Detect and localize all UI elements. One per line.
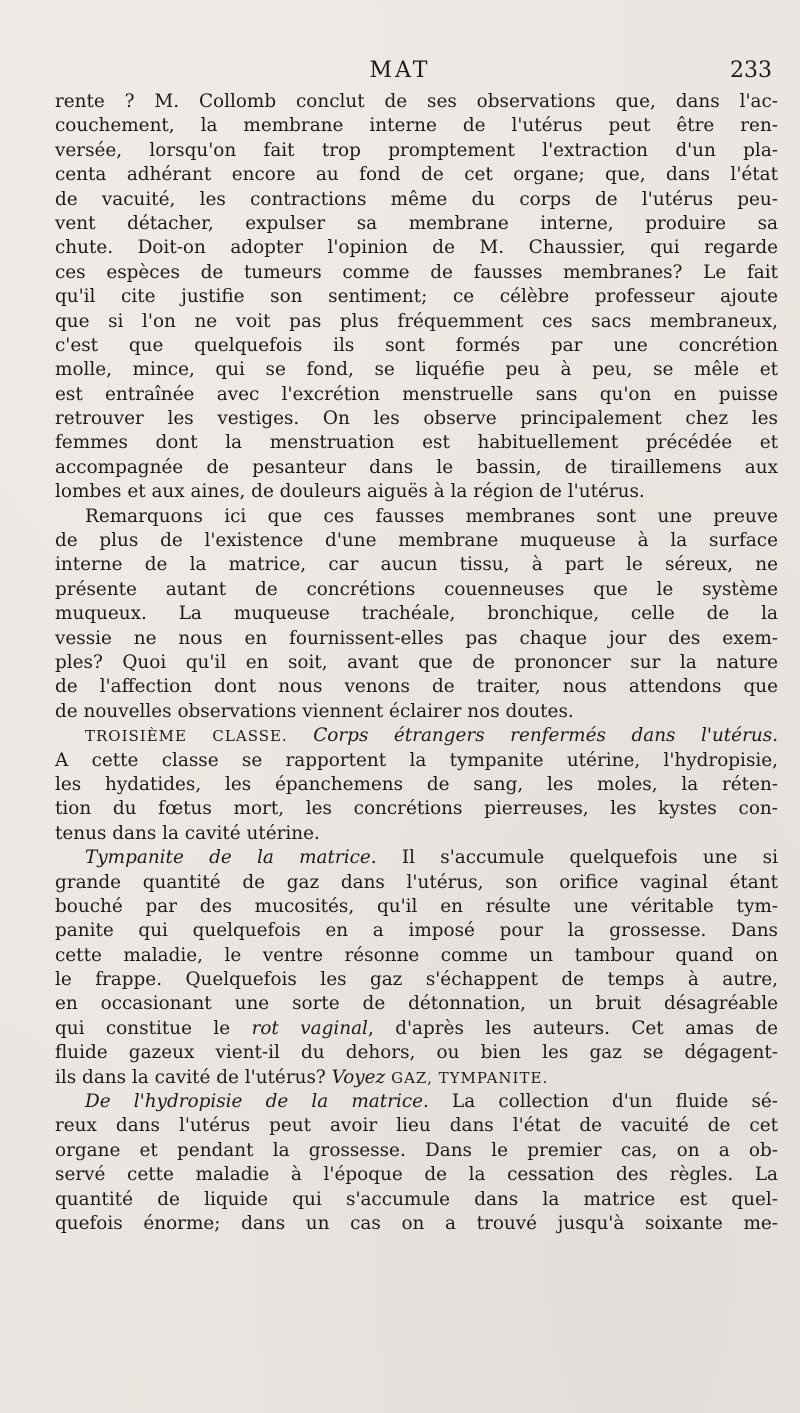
text-run: La collection d'un fluide sé- — [428, 1091, 778, 1113]
text-line — [55, 1066, 778, 1090]
text-run: qui constitue le — [55, 1017, 252, 1039]
text-line: que si l'on ne voit pas plus fréquemment ces sacs membraneux, — [55, 310, 778, 332]
text-line: reux dans l'utérus peut avoir lieu dans l'état de vacuité de cet — [55, 1115, 778, 1137]
text-line: interne de la matrice, car aucun tissu, à part le séreux, ne — [55, 554, 778, 576]
text-line: qu'il cite justifie son sentiment; ce célèbre professeur ajoute — [55, 286, 778, 308]
text-line: bouché par des mucosités, qu'il en résulte une véritable tym- — [55, 895, 778, 917]
text-line: lombes et aux aines, de douleurs aiguës à la région de l'utérus. — [55, 481, 645, 503]
text-line: servé cette maladie à l'époque de la cessation des règles. La — [55, 1164, 778, 1186]
text-line: couchement, la membrane interne de l'utérus peut être ren- — [55, 115, 778, 137]
text-line: rente ? M. Collomb conclut de ses observations que, dans l'ac- — [55, 91, 778, 112]
subsection-title: Tympanite de la matrice. — [85, 847, 377, 869]
text-line: quantité de liquide qui s'accumule dans la matrice est quel- — [55, 1188, 778, 1210]
text-line: de plus de l'existence d'une membrane muqueuse à la surface — [55, 530, 778, 552]
text-line: cette maladie, le ventre résonne comme un tambour quand on — [55, 944, 778, 966]
italic-term: rot vaginal — [251, 1017, 368, 1039]
text-line: tenus dans la cavité utérine. — [55, 822, 320, 844]
text-line: fluide gazeux vient-il du dehors, ou bien les gaz se dégagent- — [55, 1042, 778, 1064]
text-line: molle, mince, qui se fond, se liquéfie peu à peu, se mêle et — [55, 359, 778, 381]
text-run: ils dans la cavité de l'utérus? — [55, 1066, 332, 1088]
text-line — [55, 1017, 778, 1041]
text-line: le frappe. Quelquefois les gaz s'échappent de temps à autre, — [55, 969, 778, 991]
text-line: A cette classe se rapportent la tympanite utérine, l'hydropisie, — [55, 749, 778, 771]
text-line: présente autant de concrétions couenneuses que le système — [55, 578, 778, 600]
section-title: Corps étrangers renfermés dans l'utérus. — [313, 725, 778, 747]
text-line: est entraînée avec l'excrétion menstruelle sans qu'on en puisse — [55, 383, 778, 405]
cross-reference-terms: GAZ, TYMPANITE. — [391, 1068, 549, 1087]
section-heading — [55, 724, 778, 748]
text-line: vessie ne nous en fournissent-elles pas chaque jour des exem- — [55, 627, 778, 649]
text-line: panite qui quelquefois en a imposé pour la grossesse. Dans — [55, 920, 778, 942]
text-line: de l'affection dont nous venons de traiter, nous attendons que — [55, 676, 778, 698]
text-line: organe et pendant la grossesse. Dans le premier cas, on a ob- — [55, 1139, 778, 1161]
text-run: , d'après les auteurs. Cet amas de — [367, 1017, 778, 1039]
page-number: 233 — [730, 58, 772, 83]
page-header — [0, 58, 800, 88]
text-line: les hydatides, les épanchemens de sang, les moles, la réten- — [55, 773, 778, 795]
text-line: chute. Doit-on adopter l'opinion de M. Chaussier, qui regarde — [55, 237, 778, 259]
text-line: c'est que quelquefois ils sont formés par une concrétion — [55, 334, 778, 356]
text-run: Il s'accumule quelquefois une si — [376, 847, 778, 869]
text-line: ces espèces de tumeurs comme de fausses membranes? Le fait — [55, 261, 778, 283]
cross-reference-label: Voyez — [331, 1066, 386, 1088]
text-line — [55, 1090, 778, 1114]
text-line — [55, 846, 778, 870]
text-line: versée, lorsqu'on fait trop promptement l'extraction d'un pla- — [55, 139, 778, 161]
running-head: MAT — [369, 58, 431, 83]
text-line: en occasionant une sorte de détonnation, un bruit désagréable — [55, 993, 778, 1015]
text-line: femmes dont la menstruation est habituellement précédée et — [55, 432, 778, 454]
text-line: de nouvelles observations viennent éclairer nos doutes. — [55, 700, 574, 722]
text-line: ples? Quoi qu'il en soit, avant que de prononcer sur la nature — [55, 651, 778, 673]
text-line: Remarquons ici que ces fausses membranes sont une preuve — [85, 505, 778, 527]
body-text — [55, 90, 778, 1236]
text-line: centa adhérant encore au fond de cet organe; que, dans l'état — [55, 164, 778, 186]
section-label: TROISIÈME CLASSE. — [85, 727, 288, 746]
text-line: tion du fœtus mort, les concrétions pierreuses, les kystes con- — [55, 798, 778, 820]
subsection-title: De l'hydropisie de la matrice. — [85, 1091, 429, 1113]
text-line: vent détacher, expulser sa membrane interne, produire sa — [55, 212, 778, 234]
text-line: grande quantité de gaz dans l'utérus, son orifice vaginal étant — [55, 871, 778, 893]
text-line: accompagnée de pesanteur dans le bassin, de tiraillemens aux — [55, 456, 778, 478]
text-line: de vacuité, les contractions même du corps de l'utérus peu- — [55, 188, 778, 210]
text-line: quefois énorme; dans un cas on a trouvé jusqu'à soixante me- — [55, 1212, 778, 1234]
text-line: retrouver les vestiges. On les observe principalement chez les — [55, 408, 778, 430]
text-line: muqueux. La muqueuse trachéale, bronchique, celle de la — [55, 603, 778, 625]
